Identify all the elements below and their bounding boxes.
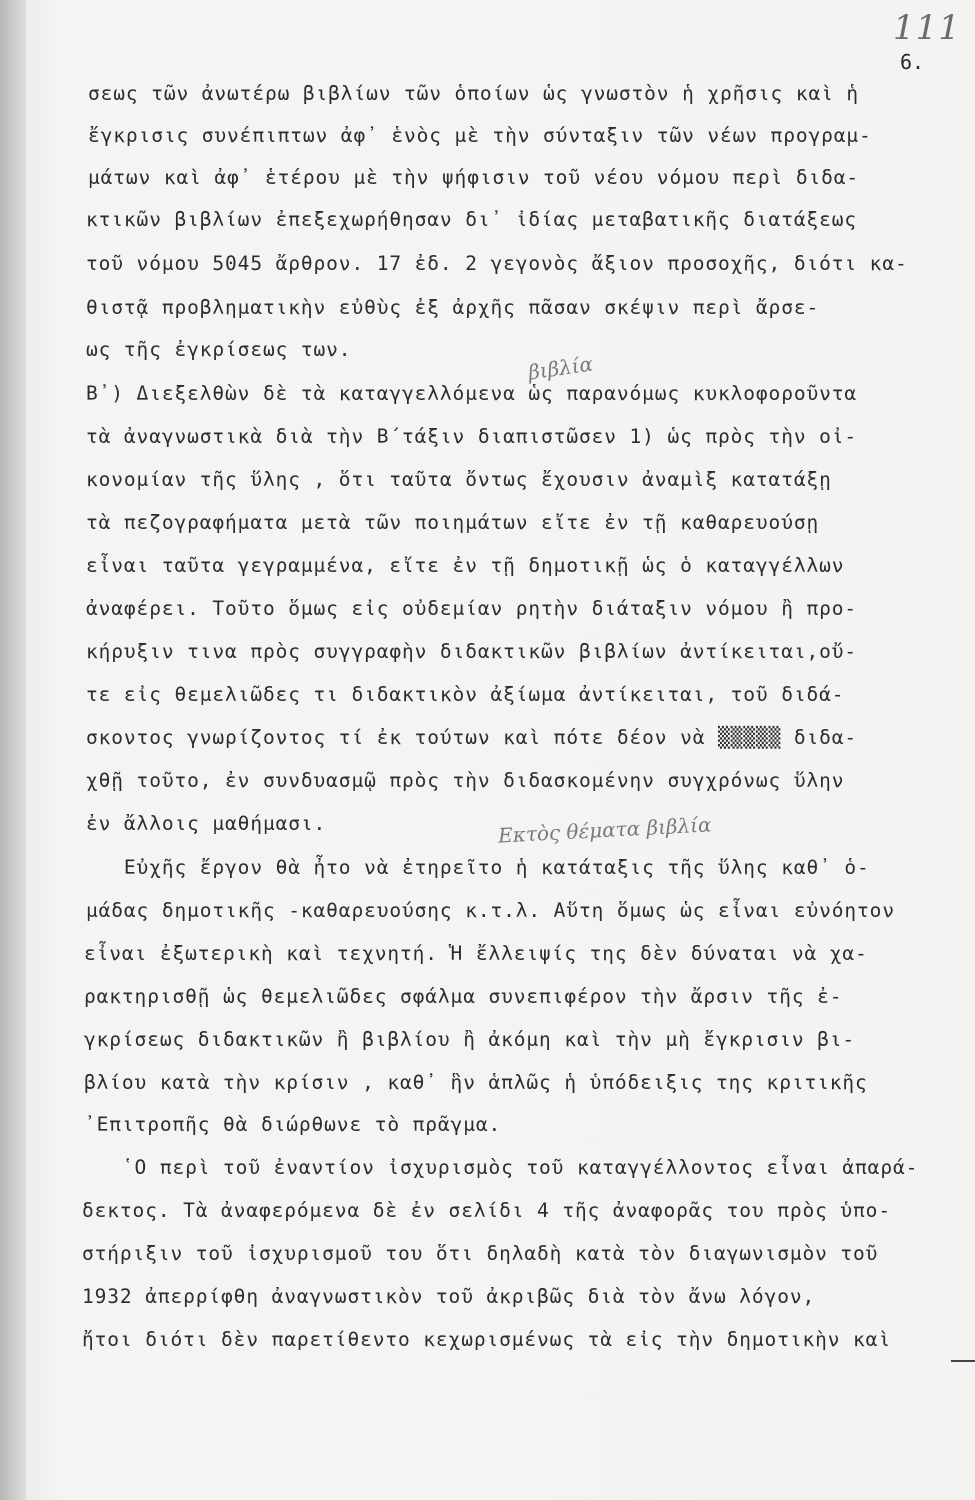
text-line: Β᾽) Διεξελθὼν δὲ τὰ καταγγελλόμενα ὡς παρανόμως κυκλοφοροῦντα [86,382,858,405]
text-line: ἀναφέρει. Τοῦτο ὅμως εἰς οὐδεμίαν ρητὴν διάταξιν νόμου ἢ προ- [86,597,858,620]
text-line: 1932 ἀπερρίφθη ἀναγνωστικὸν τοῦ ἀκριβῶς διὰ τὸν ἄνω λόγον, [82,1285,816,1308]
handwritten-note: βιβλία [526,351,595,385]
text-line: ῾Ο περὶ τοῦ ἐναντίον ἰσχυρισμὸς τοῦ καταγγέλλοντος εἶναι ἀπαρά- [84,1156,919,1179]
handwritten-note: Εκτὸς θέματα βιβλία [497,812,713,848]
text-line: σκοντος γνωρίζοντος τί ἐκ τούτων καὶ πότε δέον νὰ ▒▒▒▒▒ διδα- [86,726,858,749]
text-line: κήρυξιν τινα πρὸς συγγραφὴν διδακτικῶν βιβλίων ἀντίκειται,οὔ- [86,640,858,663]
text-line: γκρίσεως διδακτικῶν ἢ βιβλίου ἢ ἀκόμη καὶ τὴν μὴ ἔγκρισιν βι- [84,1028,856,1051]
text-line: σεως τῶν ἀνωτέρω βιβλίων τῶν ὁποίων ὡς γνωστὸν ἡ χρῆσις καὶ ἡ [88,82,860,105]
text-line: ως τῆς ἐγκρίσεως των. [86,338,352,361]
text-line: δεκτος. Τὰ ἀναφερόμενα δὲ ἐν σελίδι 4 τῆς ἀναφορᾶς του πρὸς ὑπο- [82,1199,891,1222]
text-line: εἶναι ἐξωτερικὴ καὶ τεχνητή. Ἡ ἔλλειψίς της δὲν δύναται νὰ χα- [84,942,868,965]
text-line: τε εἰς θεμελιῶδες τι διδακτικὸν ἀξίωμα ἀντίκειται, τοῦ διδά- [86,683,845,706]
folio-number: 111 [893,8,961,48]
text-line: μάδας δημοτικῆς -καθαρευούσης κ.τ.λ. Αὕτη ὅμως ὡς εἶναι εὐνόητον [86,899,895,922]
text-line: βλίου κατὰ τὴν κρίσιν , καθ᾽ ἣν ἁπλῶς ἡ ὑπόδειξις της κριτικῆς [84,1071,868,1094]
text-line: θιστᾷ προβληματικὴν εὐθὺς ἐξ ἀρχῆς πᾶσαν σκέψιν περὶ ἄρσε- [86,296,820,319]
text-line: ρακτηρισθῇ ὡς θεμελιῶδες σφάλμα συνεπιφέρον τὴν ἄρσιν τῆς ἐ- [84,985,843,1008]
text-line: ἔγκρισις συνέπιπτων ἀφ᾽ ἑνὸς μὲ τὴν σύνταξιν τῶν νέων προγραμ- [88,124,872,147]
text-line: χθῇ τοῦτο, ἐν συνδυασμῷ πρὸς τὴν διδασκομένην συγχρόνως ὕλην [86,769,845,792]
text-line: Εὐχῆς ἔργον θὰ ἦτο νὰ ἐτηρεῖτο ἡ κατάταξις τῆς ὕλης καθ᾽ ὁ- [86,856,870,879]
text-line: τοῦ νόμου 5045 ἄρθρον. 17 ἐδ. 2 γεγονὸς ἄξιον προσοχῆς, διότι κα- [86,252,908,275]
text-line: μάτων καὶ ἀφ᾽ ἑτέρου μὲ τὴν ψήφισιν τοῦ νέου νόμου περὶ διδα- [88,166,860,189]
margin-mark [951,1360,975,1362]
page-number: 6. [900,50,925,74]
text-line: κονομίαν τῆς ὕλης , ὅτι ταῦτα ὄντως ἔχουσιν ἀναμὶξ κατατάξῃ [86,468,832,491]
text-line: ᾽Επιτροπῆς θὰ διώρθωνε τὸ πρᾶγμα. [84,1113,502,1136]
text-line: στήριξιν τοῦ ἰσχυρισμοῦ του ὅτι δηλαδὴ κατὰ τὸν διαγωνισμὸν τοῦ [82,1242,879,1265]
text-line: ἐν ἄλλοις μαθήμασι. [86,812,327,835]
text-line: τὰ πεζογραφήματα μετὰ τῶν ποιημάτων εἴτε ἐν τῇ καθαρευούσῃ [86,511,820,534]
page-binding-shadow [0,0,26,1500]
text-line: κτικῶν βιβλίων ἐπεξεχωρήθησαν δι᾽ ἰδίας μεταβατικῆς διατάξεως [86,208,858,231]
text-line: τὰ ἀναγνωστικὰ διὰ τὴν Β΄τάξιν διαπιστῶσεν 1) ὡς πρὸς τὴν οἰ- [86,425,858,448]
text-line: εἶναι ταῦτα γεγραμμένα, εἴτε ἐν τῇ δημοτικῇ ὡς ὁ καταγγέλλων [86,554,845,577]
text-line: ἤτοι διότι δὲν παρετίθεντο κεχωρισμένως τὰ εἰς τὴν δημοτικὴν καὶ [82,1328,891,1351]
